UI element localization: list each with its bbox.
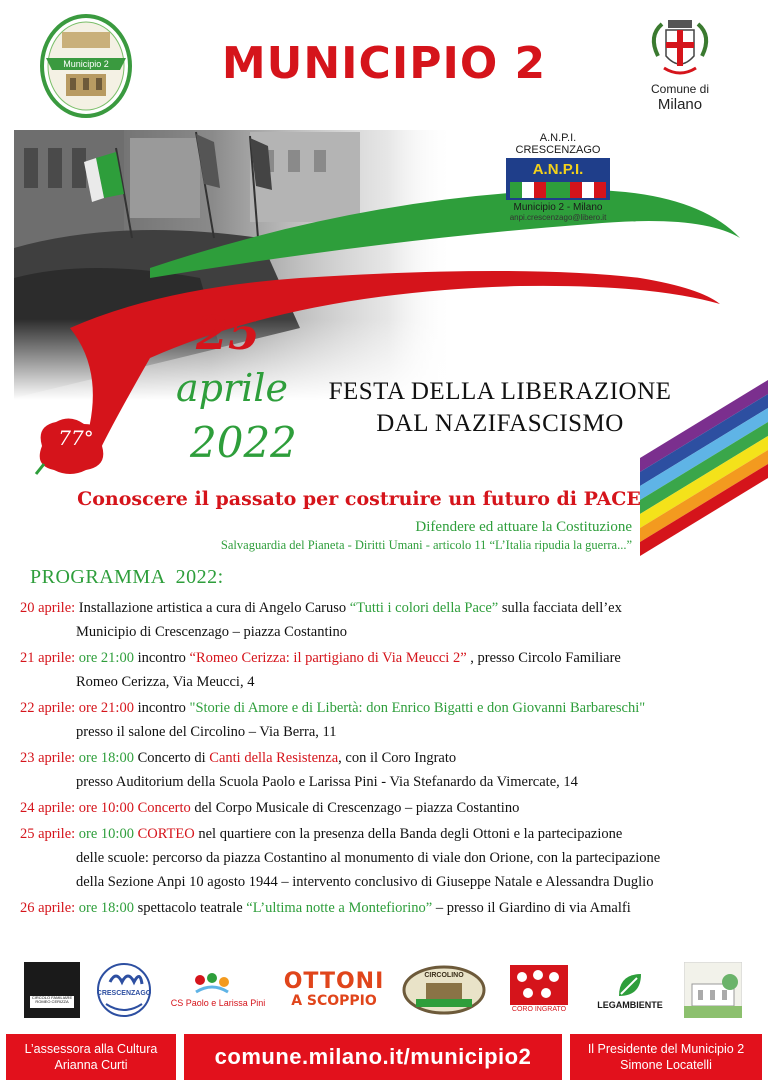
- page-title: MUNICIPIO 2: [221, 38, 547, 89]
- event-time: ore 10:00: [75, 826, 134, 842]
- event-text: incontro: [133, 700, 190, 716]
- subtitle-costituzione: Difendere ed attuare la Costituzione: [415, 519, 632, 535]
- event-text: , con il Coro Ingrato: [338, 750, 457, 766]
- programme-list: [20, 596, 760, 920]
- event-23-cont: presso Auditorium della Scuola Paolo e Larissa Pini - Via Stefanardo da Vimercate, 14: [76, 774, 578, 790]
- footer-right-line2: Simone Locatelli: [620, 1058, 712, 1072]
- footer-left-line2: Arianna Curti: [54, 1058, 128, 1072]
- event-highlight: "Storie di Amore e di Libertà: don Enrico Bigatti e don Giovanni Barbareschi": [189, 700, 646, 716]
- event-highlight: Concerto: [137, 800, 191, 816]
- legambiente-text: LEGAMBIENTE: [597, 1000, 663, 1010]
- cerizza-logo: [24, 960, 80, 1020]
- event-21-cont: Romeo Cerizza, Via Meucci, 4: [76, 674, 255, 690]
- event-date: 23 aprile:: [20, 750, 76, 766]
- date-year: 2022: [190, 418, 297, 467]
- villa-logo: [684, 960, 742, 1020]
- circolino-text: CIRCOLINO: [424, 972, 464, 979]
- subtitle-pianeta: Salvaguardia del Pianeta - Diritti Umani - articolo 11 “L’Italia ripudia la guerra...”: [220, 538, 632, 552]
- comune-milano-logo: [640, 16, 720, 116]
- event-22-line: [20, 696, 760, 720]
- anpi-line1: A.N.P.I.: [539, 132, 577, 144]
- event-26-line: [20, 896, 760, 920]
- legambiente-logo: [592, 960, 668, 1020]
- event-time: ore 18:00: [75, 750, 134, 766]
- festa-title: [300, 376, 700, 440]
- event-date: 20 aprile:: [20, 600, 76, 616]
- anpi-email: anpi.crescenzago@libero.it: [509, 213, 607, 222]
- event-time: ore 10:00: [75, 800, 134, 816]
- milano-label: Milano: [657, 96, 703, 113]
- anpi-badge-text: A.N.P.I.: [532, 161, 584, 178]
- festa-line2: DAL NAZIFASCISMO: [376, 410, 624, 437]
- event-text: , presso Circolo Familiare: [466, 650, 621, 666]
- event-highlight: “Tutti i colori della Pace”: [349, 600, 499, 616]
- leaf-icon: [615, 970, 645, 1000]
- anpi-line2: CRESCENZAGO: [515, 144, 601, 156]
- motto: Conoscere il passato per costruire un futuro di PACE: [77, 488, 641, 510]
- event-23-line: [20, 746, 760, 770]
- footer-right-line1: Il Presidente del Municipio 2: [587, 1042, 745, 1056]
- event-text: nel quartiere con la presenza della Banda degli Ottoni e la partecipazione: [194, 826, 623, 842]
- event-highlight: “L’ultima notte a Montefiorino”: [246, 900, 433, 916]
- event-text: Installazione artistica a cura di Angelo Caruso: [75, 600, 350, 616]
- event-date: 21 aprile:: [20, 650, 76, 666]
- crescenzago-logo: [94, 960, 154, 1020]
- event-22-cont: presso il salone del Circolino – Via Berra, 11: [76, 724, 337, 740]
- event-highlight: “Romeo Cerizza: il partigiano di Via Meucci 2”: [189, 650, 467, 666]
- ottoni-logo: [284, 960, 384, 1020]
- event-25-cont: delle scuole: percorso da piazza Costantino al monumento di viale don Orione, con la partecipazione: [76, 850, 661, 866]
- event-text: – presso il Giardino di via Amalfi: [432, 900, 631, 916]
- footer-url-link[interactable]: comune.milano.it/municipio2: [184, 1034, 562, 1080]
- event-date: 24 aprile:: [20, 800, 76, 816]
- anniversary-label: 77°: [58, 426, 94, 450]
- event-20-line: [20, 596, 760, 620]
- anpi-logo: [502, 132, 614, 222]
- event-time: ore 18:00: [75, 900, 134, 916]
- event-date: 22 aprile:: [20, 700, 76, 716]
- festa-line1: FESTA DELLA LIBERAZIONE: [328, 378, 672, 405]
- event-20-cont: Municipio di Crescenzago – piazza Costantino: [76, 624, 347, 640]
- event-25-cont2: della Sezione Anpi 10 agosto 1944 – intervento conclusivo di Giuseppe Natale e Alessandra Duglio: [76, 874, 654, 890]
- event-highlight: Canti della Resistenza: [209, 750, 339, 766]
- event-25-line: [20, 822, 760, 846]
- event-text: sulla facciata dell’ex: [498, 600, 622, 616]
- programme-year: 2022:: [175, 566, 224, 588]
- footer-left-line1: L’assessora alla Cultura: [24, 1042, 158, 1056]
- ottoni-sub-text: A SCOPPIO: [291, 993, 377, 1009]
- footer-presidente: [570, 1034, 762, 1080]
- cs-pini-logo: [166, 960, 270, 1020]
- sponsor-logos: [0, 960, 768, 1024]
- event-21-line: [20, 646, 760, 670]
- ottoni-text: OTTONI: [283, 969, 385, 994]
- milano-crest-icon: [640, 16, 720, 82]
- event-24-line: [20, 796, 760, 820]
- cs-pini-text: CS Paolo e Larissa Pini: [170, 998, 266, 1008]
- event-text: del Corpo Musicale di Crescenzago – piazza Costantino: [190, 800, 520, 816]
- event-text: Concerto di: [133, 750, 210, 766]
- comune-label: Comune di: [650, 82, 710, 96]
- event-text: spettacolo teatrale: [133, 900, 247, 916]
- event-highlight: CORTEO: [137, 826, 195, 842]
- event-date: 26 aprile:: [20, 900, 76, 916]
- date-month: aprile: [176, 366, 288, 410]
- cerizza-text: CIRCOLO FAMILIARE ROMEO CERIZZA: [31, 995, 73, 1004]
- anpi-line3: Municipio 2 - Milano: [513, 202, 603, 213]
- programme-label: PROGRAMMA: [30, 566, 166, 588]
- circolino-logo: [402, 960, 486, 1020]
- event-date: 25 aprile:: [20, 826, 76, 842]
- anpi-badge: [506, 158, 610, 200]
- coro-ingrato-logo: [506, 960, 572, 1020]
- coro-text: CORO INGRATO: [511, 1006, 567, 1013]
- footer-assessora: [6, 1034, 176, 1080]
- crescenzago-text: CRESCENZAGO: [96, 990, 152, 997]
- event-time: ore 21:00: [75, 700, 134, 716]
- municipio-logo-text: Municipio 2: [63, 59, 109, 69]
- event-text: incontro: [133, 650, 190, 666]
- date-day: 25: [196, 306, 261, 360]
- programme-title: [30, 566, 224, 589]
- event-time: ore 21:00: [75, 650, 134, 666]
